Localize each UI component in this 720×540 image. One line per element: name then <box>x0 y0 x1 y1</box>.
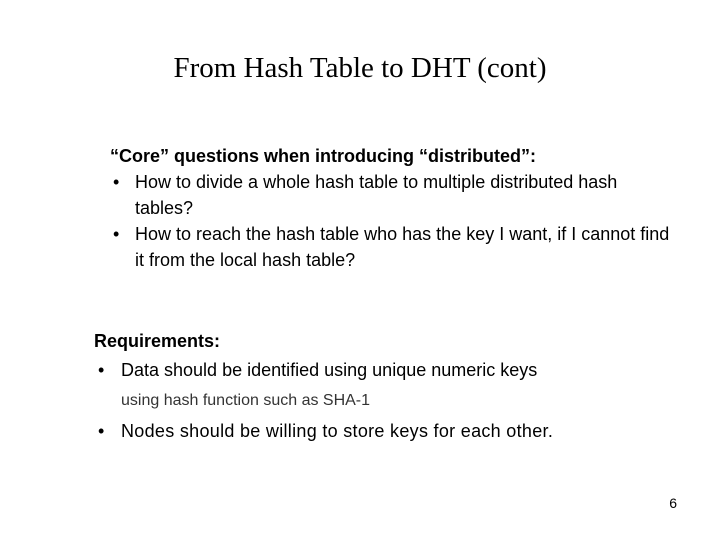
core-question-text: How to reach the hash table who has the key I want, if I cannot find it from the local hash table? <box>135 224 670 270</box>
requirement-text: Nodes should be willing to store keys for each other. <box>121 421 554 441</box>
bullet-icon: • <box>98 360 105 380</box>
requirement-text: Data should be identified using unique numeric keys <box>121 360 538 380</box>
bullet-icon: • <box>113 172 120 192</box>
core-questions-heading: “Core” questions when introducing “distributed”: <box>110 146 536 166</box>
requirements-section <box>94 327 674 446</box>
bullet-icon: • <box>113 224 120 244</box>
bullet-icon: • <box>98 421 105 441</box>
requirements-heading: Requirements: <box>94 331 221 351</box>
requirement-note: using hash function such as SHA-1 <box>121 392 371 409</box>
page-number: 6 <box>669 495 677 511</box>
core-question-item <box>110 169 670 221</box>
core-question-text: How to divide a whole hash table to multiple distributed hash tables? <box>135 172 618 218</box>
requirement-item <box>94 417 674 446</box>
slide-title: From Hash Table to DHT (cont) <box>173 52 547 84</box>
requirement-item <box>94 356 674 385</box>
core-questions-section <box>110 143 670 273</box>
core-question-item <box>110 221 670 273</box>
